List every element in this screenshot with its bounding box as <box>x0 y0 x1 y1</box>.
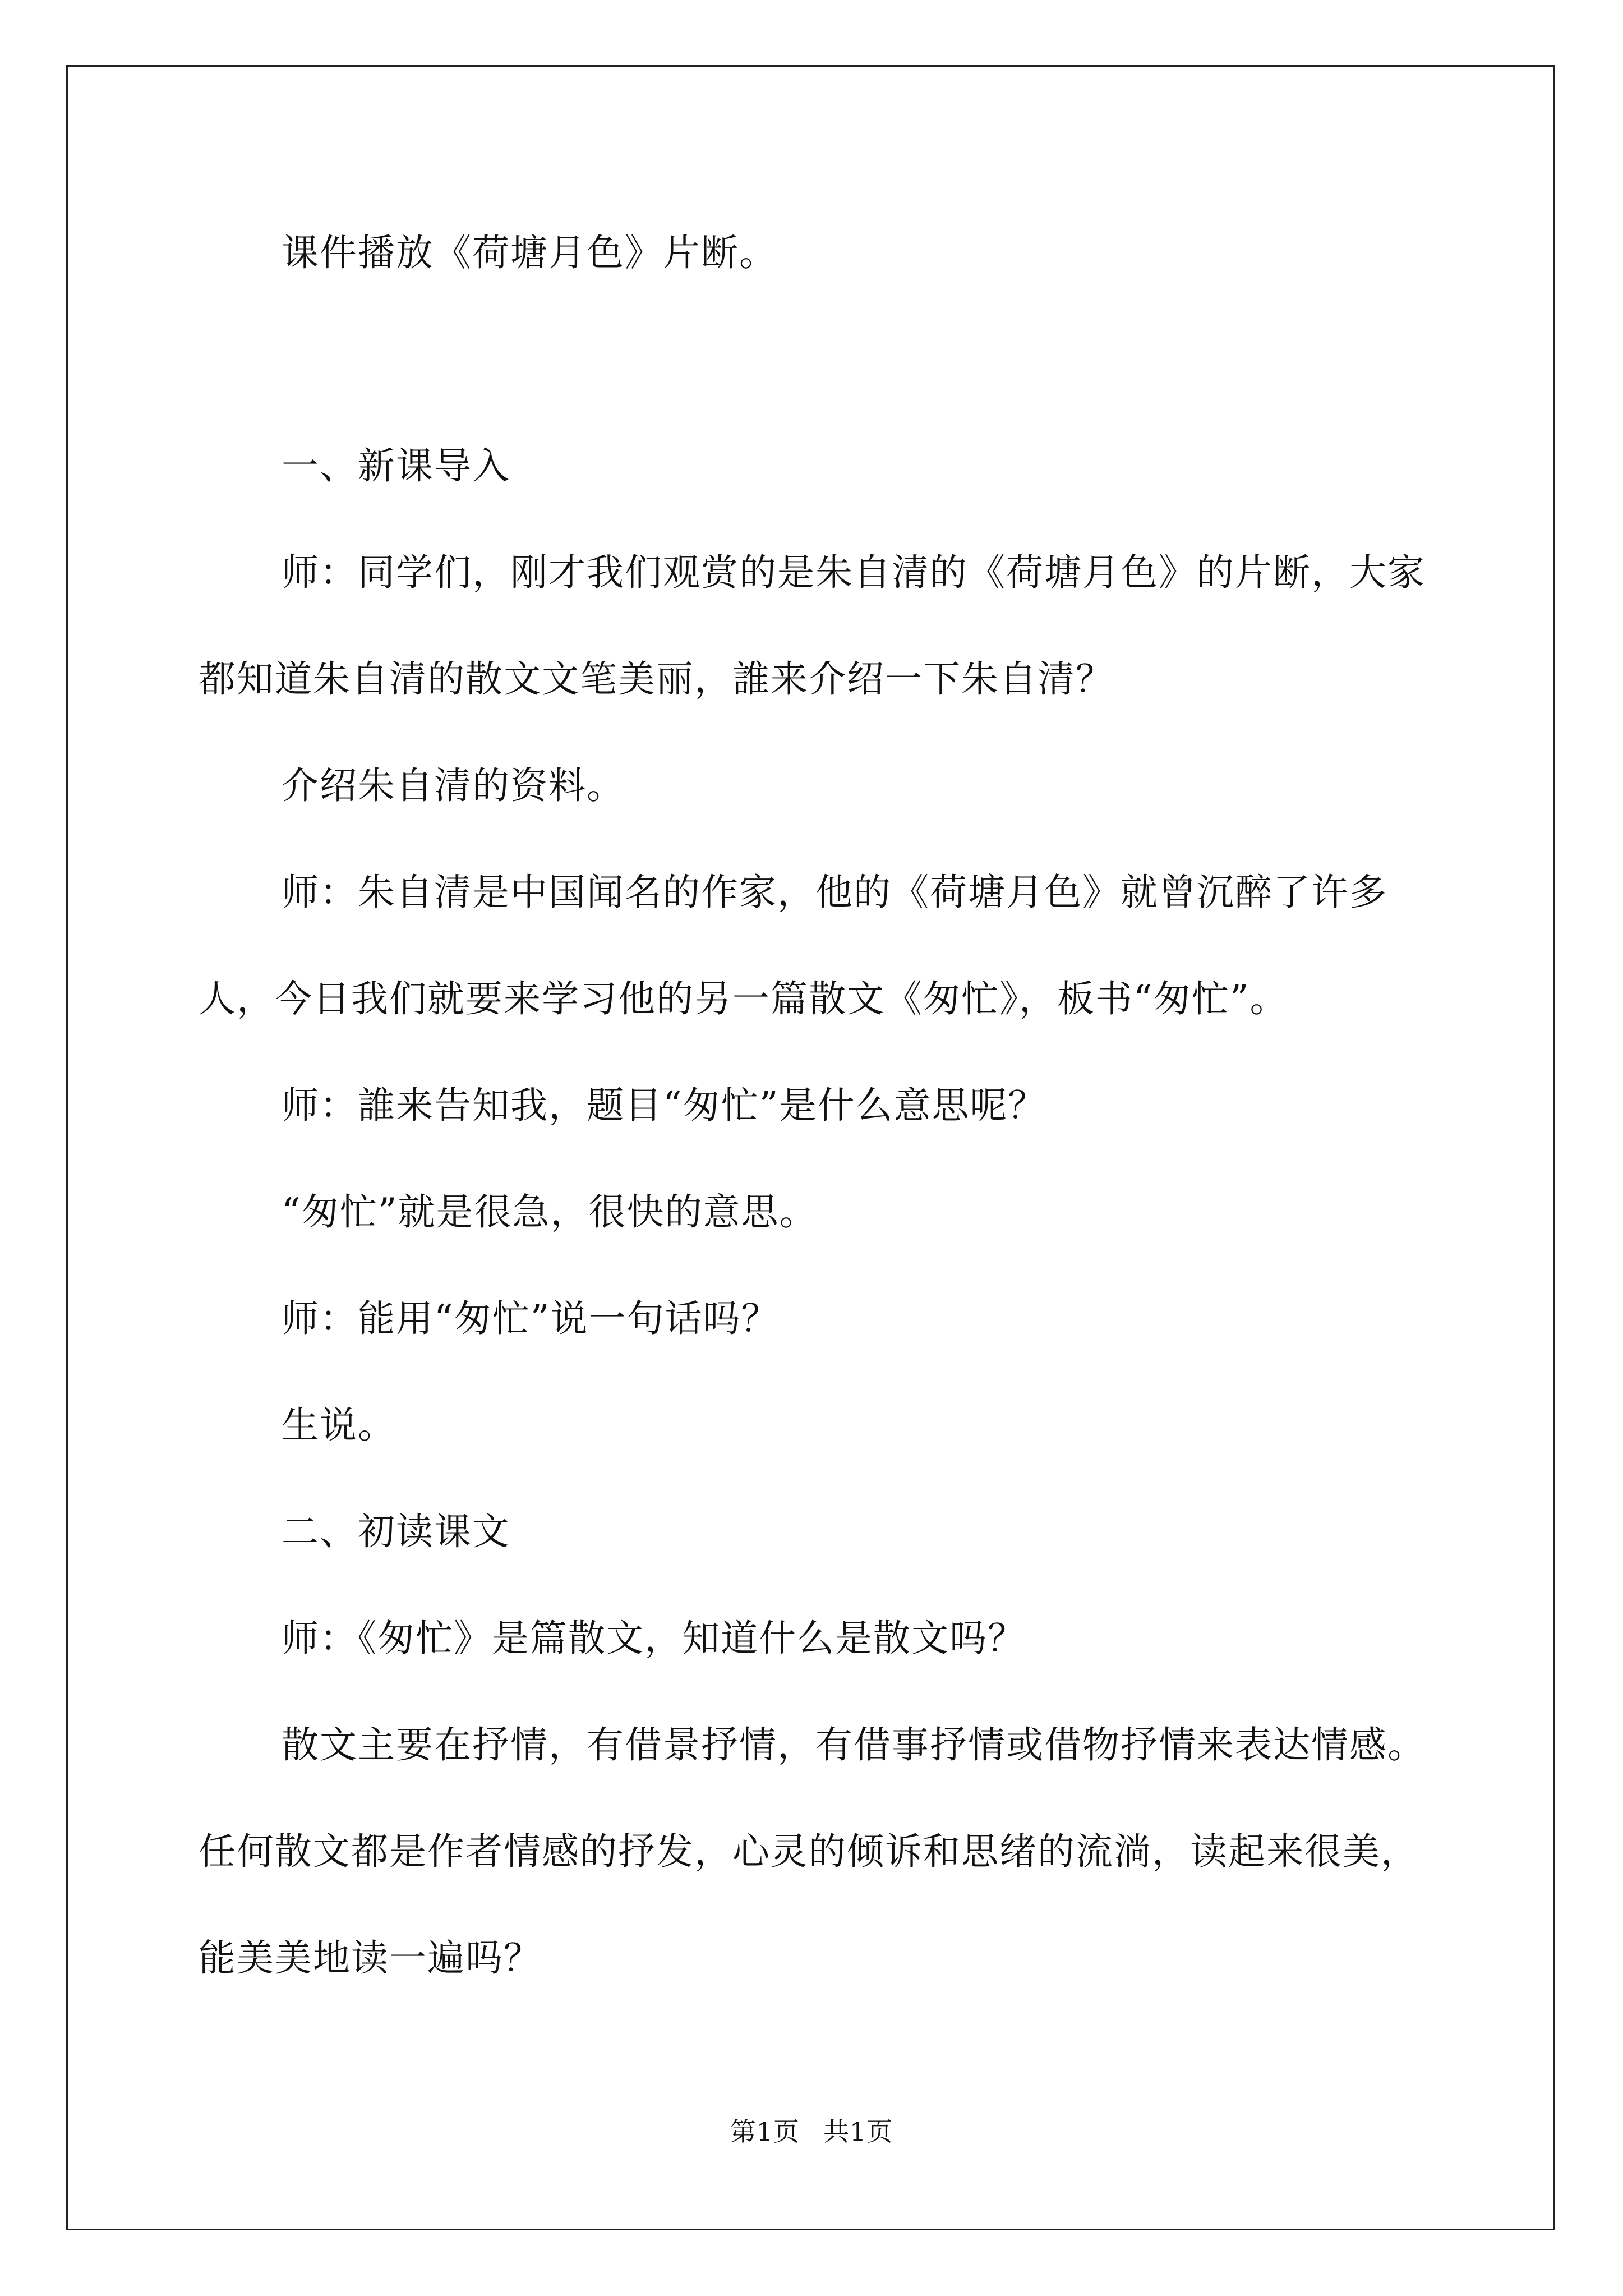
paragraph-teacher-intro: 师：同学们，刚才我们观赏的是朱自清的《荷塘月色》的片断，大家都知道朱自清的散文文笔美丽，誰来介绍一下朱自清？ <box>199 551 1426 701</box>
page-footer <box>0 2115 1623 2148</box>
paragraph-sentence-prompt: 师：能用“匆忙”说一句话吗？ <box>282 1297 780 1340</box>
heading-new-lesson: 一、新课导入 <box>282 444 510 487</box>
paragraph-intro: 课件播放《荷塘月色》片断。 <box>282 231 777 274</box>
total-pages: 共1页 <box>823 2116 893 2147</box>
page-number: 第1页 <box>730 2116 800 2147</box>
paragraph-prose-explanation: 散文主要在抒情，有借景抒情，有借事抒情或借物抒情来表达情感。任何散文都是作者情感的抒发，心灵的倾诉和思绪的流淌，读起来很美，能美美地读一遍吗？ <box>199 1723 1426 1980</box>
paragraph-prose-question: 师：《匆忙》是篇散文，知道什么是散文吗？ <box>282 1617 1026 1660</box>
paragraph-author-info: 介绍朱自清的资料。 <box>282 764 625 807</box>
heading-first-reading: 二、初读课文 <box>282 1510 510 1553</box>
paragraph-teacher-author: 师：朱自清是中国闻名的作家，他的《荷塘月色》就曾沉醉了许多人，今日我们就要来学习他的另一篇散文《匆忙》，板书“匆忙”。 <box>199 871 1387 1020</box>
paragraph-meaning: “匆忙”就是很急，很快的意思。 <box>282 1190 818 1234</box>
paragraph-teacher-question: 师：誰来告知我，题目“匆忙”是什么意思呢？ <box>282 1084 1046 1127</box>
paragraph-student-speaks: 生说。 <box>282 1404 396 1447</box>
